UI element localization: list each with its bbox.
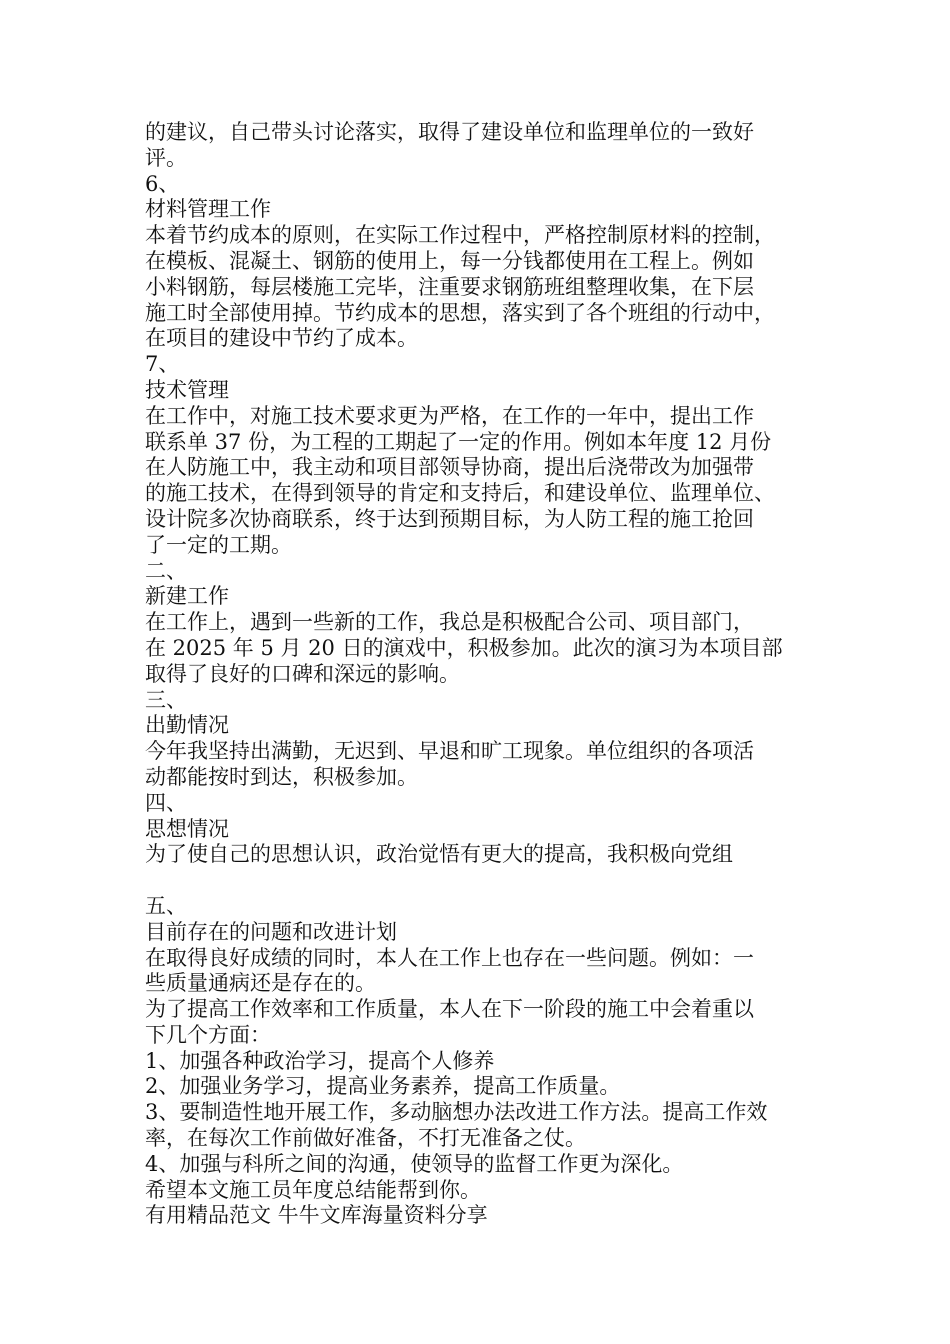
text-line: 联系单 37 份，为工程的工期起了一定的作用。例如本年度 12 月份: [145, 429, 772, 454]
blank-line: [145, 868, 815, 894]
text-line: 在 2025 年 5 月 20 日的演戏中，积极参加。此次的演习为本项目部: [145, 635, 783, 660]
text-line: 在模板、混凝土、钢筋的使用上，每一分钱都使用在工程上。例如: [145, 248, 754, 273]
text-line: 些质量通病还是存在的。: [145, 971, 376, 996]
section-number: 6、: [145, 171, 180, 196]
list-item: 1、加强各种政治学习，提高个人修养: [145, 1048, 495, 1073]
text-line: 为了提高工作效率和工作质量，本人在下一阶段的施工中会着重以: [145, 997, 754, 1022]
section-heading: 出勤情况: [145, 713, 229, 738]
list-item: 3、要制造性地开展工作，多动脑想办法改进工作方法。提高工作效: [145, 1100, 768, 1125]
document-body: [145, 120, 815, 1229]
text-line: 设计院多次协商联系，终于达到预期目标，为人防工程的施工抢回: [145, 506, 754, 531]
text-line: 评。: [145, 145, 187, 170]
text-line: 的施工技术，在得到领导的肯定和支持后，和建设单位、监理单位、: [145, 481, 775, 506]
text-line: 在人防施工中，我主动和项目部领导协商，提出后浇带改为加强带: [145, 455, 754, 480]
text-line: 下几个方面：: [145, 1022, 271, 1047]
section-number: 二、: [145, 558, 187, 583]
section-heading: 材料管理工作: [145, 197, 271, 222]
list-item: 4、加强与科所之间的沟通，使领导的监督工作更为深化。: [145, 1151, 684, 1176]
text-line: 在工作中，对施工技术要求更为严格，在工作的一年中，提出工作: [145, 403, 754, 428]
text-line: 施工时全部使用掉。节约成本的思想，落实到了各个班组的行动中，: [145, 300, 775, 325]
text-line: 的建议，自己带头讨论落实，取得了建设单位和监理单位的一致好: [145, 120, 754, 144]
closing-line: 希望本文施工员年度总结能帮到你。: [145, 1177, 481, 1202]
section-heading: 技术管理: [145, 377, 229, 402]
list-item: 2、加强业务学习，提高业务素养，提高工作质量。: [145, 1074, 621, 1099]
section-number: 7、: [145, 352, 180, 377]
text-line: 在项目的建设中节约了成本。: [145, 326, 418, 351]
section-number: 四、: [145, 790, 187, 815]
text-line: 本着节约成本的原则，在实际工作过程中，严格控制原材料的控制，: [145, 223, 775, 248]
section-number: 五、: [145, 893, 187, 918]
text-line: 为了使自己的思想认识，政治觉悟有更大的提高，我积极向党组: [145, 842, 733, 867]
section-heading: 新建工作: [145, 584, 229, 609]
section-number: 三、: [145, 687, 187, 712]
text-line: 今年我坚持出满勤，无迟到、早退和旷工现象。单位组织的各项活: [145, 739, 754, 764]
text-line: 小料钢筋，每层楼施工完毕，注重要求钢筋班组整理收集，在下层: [145, 274, 754, 299]
footer-line: 有用精品范文 牛牛文库海量资料分享: [145, 1203, 488, 1228]
text-line: 取得了良好的口碑和深远的影响。: [145, 661, 460, 686]
text-line: 了一定的工期。: [145, 532, 292, 557]
text-line: 动都能按时到达，积极参加。: [145, 764, 418, 789]
section-heading: 目前存在的问题和改进计划: [145, 919, 397, 944]
text-line: 率，在每次工作前做好准备，不打无准备之仗。: [145, 1126, 586, 1151]
text-line: 在工作上，遇到一些新的工作，我总是积极配合公司、项目部门，: [145, 610, 754, 635]
text-line: 在取得良好成绩的同时，本人在工作上也存在一些问题。例如：一: [145, 945, 754, 970]
section-heading: 思想情况: [145, 816, 229, 841]
